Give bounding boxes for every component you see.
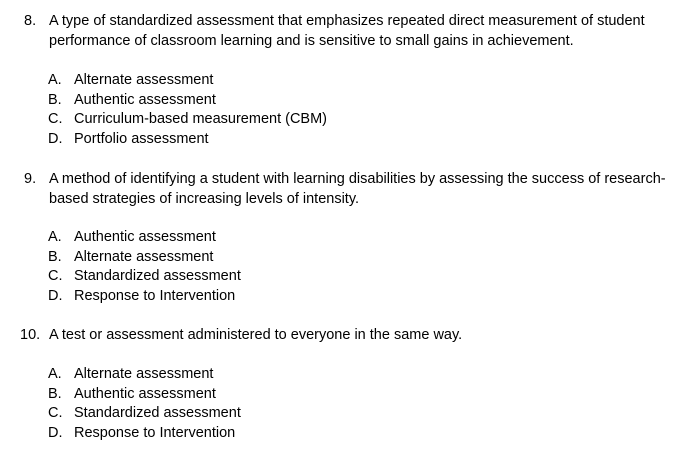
option-letter: D. [48, 131, 63, 147]
option-text: Response to Intervention [74, 288, 236, 304]
option-text: Authentic assessment [74, 386, 216, 402]
question-text: A test or assessment administered to everyone in the same way. [49, 327, 463, 343]
option-letter: B. [48, 92, 62, 108]
question-number: 8. [24, 13, 37, 29]
option-text: Alternate assessment [74, 249, 214, 265]
option-letter: B. [48, 249, 62, 265]
option-text: Response to Intervention [74, 425, 236, 441]
option-text: Authentic assessment [74, 229, 216, 245]
option-letter: B. [48, 386, 62, 402]
option-text: Standardized assessment [74, 405, 241, 421]
option-text: Alternate assessment [74, 72, 214, 88]
option-letter: C. [48, 268, 63, 284]
option-letter: A. [48, 366, 62, 382]
option-letter: A. [48, 229, 62, 245]
option-letter: D. [48, 425, 63, 441]
option-letter: C. [48, 405, 63, 421]
question-number: 9. [24, 171, 37, 187]
question-text: A method of identifying a student with learning disabilities by assessing the success of research-based strategies of increasing levels of intensity. [49, 171, 666, 207]
option-text: Curriculum-based measurement (CBM) [74, 111, 328, 127]
option-text: Authentic assessment [74, 92, 216, 108]
option-text: Alternate assessment [74, 366, 214, 382]
option-letter: C. [48, 111, 63, 127]
option-text: Portfolio assessment [74, 131, 209, 147]
option-letter: D. [48, 288, 63, 304]
question-number: 10. [20, 327, 41, 343]
option-letter: A. [48, 72, 62, 88]
option-text: Standardized assessment [74, 268, 241, 284]
question-text: A type of standardized assessment that emphasizes repeated direct measurement of student performance of classroom learning and is sensitive to small gains in achievement. [49, 13, 645, 49]
